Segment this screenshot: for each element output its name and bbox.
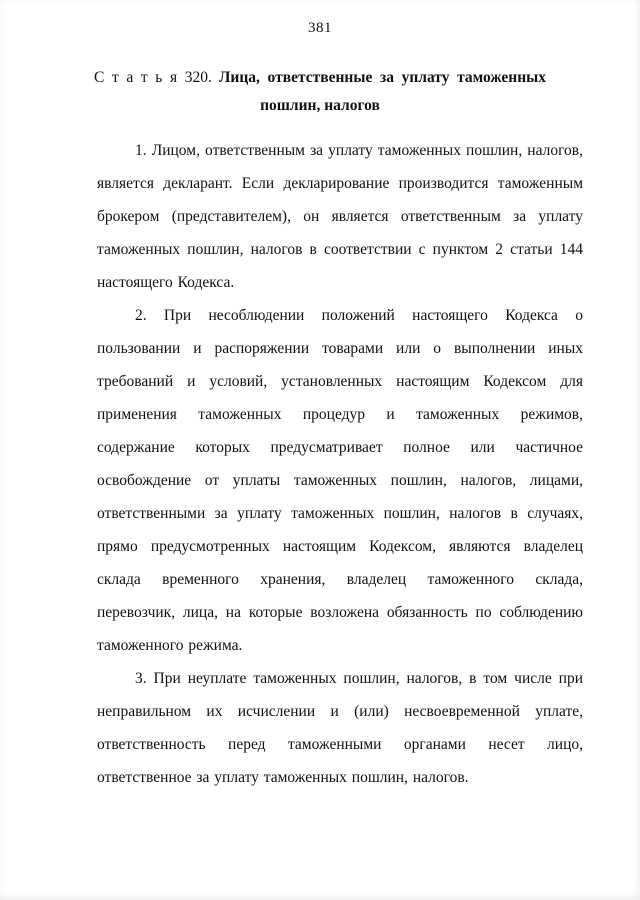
- article-number-label: С т а т ь я 320.: [94, 69, 212, 86]
- paragraph-3: 3. При неуплате таможенных пошлин, налогов, в том числе при неправильном их исчислении и (или) несвоевременной уплате, ответственность перед таможенными органами несет лицо, ответственное за уплату таможенных пошлин, налогов.: [97, 670, 583, 786]
- article-heading: [94, 64, 546, 120]
- paragraph-2: 2. При несоблюдении положений настоящего Кодекса о пользовании и распоряжении товарами или о выполнении иных требований и условий, установленных настоящим Кодексом для применения таможенных процедур и таможенных режимов, содержание которых предусматривает полное или частичное освобождение от уплаты таможенных пошлин, налогов, лицами, ответственными за уплату таможенных пошлин, налогов в случаях, прямо предусмотренных настоящим Кодексом, являются владелец склада временного хранения, владелец таможенного склада, перевозчик, лица, на которые возложена обязанность по соблюдению таможенного режима.: [97, 307, 583, 654]
- article-title: Лица, ответственные за уплату таможенных пошлин, налогов: [218, 69, 546, 114]
- paragraph-1: 1. Лицом, ответственным за уплату таможенных пошлин, налогов, является декларант. Если декларирование производится таможенным брокером (представителем), он является ответственным за уплату таможенных пошлин, налогов в соответствии с пунктом 2 статьи 144 настоящего Кодекса.: [97, 142, 583, 291]
- article-body: [0, 120, 640, 794]
- page-number: 381: [308, 20, 332, 36]
